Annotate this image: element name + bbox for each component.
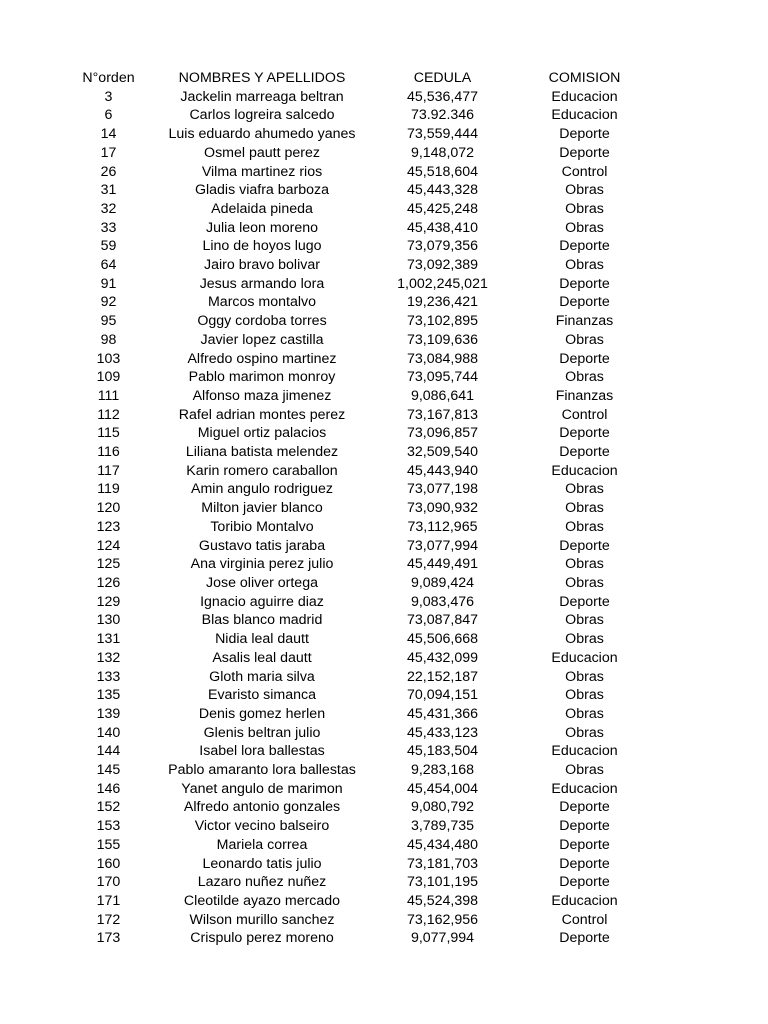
cell-nombre: Oggy cordoba torres [197, 313, 327, 330]
cell-cedula: 45,438,410 [406, 219, 478, 236]
cell-cedula: 32,509,540 [406, 444, 478, 461]
spacer-cell [0, 836, 55, 855]
cell-orden: 26 [100, 163, 117, 180]
table-row [0, 462, 646, 481]
cell-cedula: 45,431,366 [406, 705, 478, 722]
table-row [0, 873, 646, 892]
spacer-cell [0, 350, 55, 369]
table-row [0, 499, 646, 518]
cell-comision: Obras [565, 481, 604, 498]
cell-orden: 155 [96, 836, 121, 853]
cell-nombre: Luis eduardo ahumedo yanes [168, 126, 356, 143]
cell-orden: 140 [96, 724, 121, 741]
spacer-cell [0, 256, 55, 275]
cell-comision: Deporte [559, 874, 610, 891]
cell-cedula: 73,079,356 [406, 238, 478, 255]
spacer-cell [0, 537, 55, 556]
cell-orden: 31 [100, 182, 117, 199]
table-row [0, 312, 646, 331]
spacer-cell [0, 724, 55, 743]
cell-comision: Educacion [551, 649, 618, 666]
cell-orden: 120 [96, 500, 121, 517]
cell-nombre: Miguel ortiz palacios [197, 425, 327, 442]
spacer-cell [0, 200, 55, 219]
header-orden: N°orden [82, 70, 135, 86]
cell-orden: 117 [97, 462, 120, 479]
cell-nombre: Alfonso maza jimenez [192, 387, 332, 404]
cell-orden: 170 [96, 874, 121, 891]
table-row [0, 424, 646, 443]
cell-orden: 64 [100, 257, 117, 274]
table-row [0, 724, 646, 743]
cell-comision: Control [561, 163, 608, 180]
spacer-cell [0, 293, 55, 312]
table-row [0, 480, 646, 499]
table-row [0, 331, 646, 350]
cell-nombre: Alfredo antonio gonzales [183, 799, 341, 816]
table-row [0, 668, 646, 687]
table-row [0, 742, 646, 761]
header-nombres: NOMBRES Y APELLIDOS [178, 70, 346, 86]
cell-comision: Obras [565, 668, 604, 685]
cell-cedula: 9,083,476 [410, 593, 475, 610]
cell-comision: Deporte [559, 294, 610, 311]
cell-cedula: 45,518,604 [406, 163, 478, 180]
cell-nombre: Pablo marimon monroy [188, 369, 336, 386]
spacer-cell [0, 387, 55, 406]
cell-nombre: Yanet angulo de marimon [181, 780, 343, 797]
cell-comision: Educacion [551, 892, 618, 909]
spacer-cell [0, 275, 55, 294]
spacer-cell [0, 686, 55, 705]
table-row [0, 686, 646, 705]
cell-orden: 32 [100, 200, 117, 217]
cell-cedula: 73,096,857 [406, 425, 478, 442]
cell-cedula: 1,002,245,021 [397, 275, 488, 292]
cell-comision: Obras [565, 257, 604, 274]
cell-nombre: Rafel adrian montes perez [178, 406, 346, 423]
cell-orden: 123 [96, 518, 121, 535]
cell-nombre: Nidia leal dautt [215, 631, 309, 648]
cell-orden: 132 [96, 649, 121, 666]
cell-cedula: 45,432,099 [406, 649, 478, 666]
cell-cedula: 73,101,195 [406, 874, 478, 891]
cell-comision: Educacion [551, 107, 618, 124]
cell-orden: 95 [100, 313, 117, 330]
cell-nombre: Victor vecino balseiro [194, 818, 330, 835]
cell-nombre: Marcos montalvo [207, 294, 317, 311]
cell-nombre: Pablo amaranto lora ballestas [168, 762, 356, 779]
cell-comision: Obras [565, 219, 604, 236]
cell-orden: 125 [96, 556, 121, 573]
cell-comision: Deporte [559, 537, 610, 554]
spacer-cell [0, 929, 55, 948]
cell-comision: Obras [565, 556, 604, 573]
table-row [0, 611, 646, 630]
cell-cedula: 73,559,444 [406, 126, 478, 143]
cell-cedula: 9,089,424 [410, 574, 475, 591]
cell-nombre: Leonardo tatis julio [202, 855, 322, 872]
spacer-cell [0, 480, 55, 499]
cell-orden: 124 [96, 537, 121, 554]
cell-nombre: Liliana batista melendez [185, 444, 339, 461]
cell-cedula: 73,077,994 [406, 537, 478, 554]
spacer-cell [0, 574, 55, 593]
cell-orden: 115 [97, 425, 120, 442]
cell-comision: Obras [565, 724, 604, 741]
cell-orden: 144 [96, 743, 121, 760]
table-row [0, 293, 646, 312]
spacer-cell [0, 163, 55, 182]
cell-orden: 33 [100, 219, 117, 236]
cell-nombre: Gladis viafra barboza [194, 182, 330, 199]
cell-comision: Educacion [551, 462, 618, 479]
table-row [0, 368, 646, 387]
cell-nombre: Glenis beltran julio [203, 724, 321, 741]
cell-nombre: Denis gomez herlen [198, 705, 326, 722]
cell-cedula: 73,087,847 [406, 612, 478, 629]
header-cedula: CEDULA [413, 70, 472, 86]
cell-comision: Obras [565, 612, 604, 629]
cell-orden: 116 [97, 444, 120, 461]
cell-orden: 131 [96, 631, 121, 648]
table-row [0, 817, 646, 836]
cell-nombre: Karin romero caraballon [186, 462, 338, 479]
cell-cedula: 45,183,504 [406, 743, 478, 760]
table-row [0, 144, 646, 163]
spacer-cell [0, 668, 55, 687]
table-row [0, 163, 646, 182]
spacer-cell [0, 69, 55, 88]
cell-nombre: Toribio Montalvo [210, 518, 314, 535]
cell-comision: Obras [565, 687, 604, 704]
cell-comision: Deporte [559, 238, 610, 255]
cell-nombre: Carlos logreira salcedo [189, 107, 335, 124]
cell-nombre: Ignacio aguirre diaz [200, 593, 324, 610]
spacer-cell [0, 88, 55, 107]
cell-cedula: 9,080,792 [410, 799, 475, 816]
cell-cedula: 73,077,198 [406, 481, 478, 498]
cell-orden: 129 [96, 593, 121, 610]
table-row [0, 350, 646, 369]
spacer-cell [0, 761, 55, 780]
cell-orden: 91 [100, 275, 117, 292]
spacer-cell [0, 462, 55, 481]
cell-orden: 133 [96, 668, 121, 685]
table-row [0, 780, 646, 799]
cell-nombre: Evaristo simanca [207, 687, 317, 704]
table-row [0, 892, 646, 911]
cell-comision: Control [561, 911, 608, 928]
cell-cedula: 45,506,668 [406, 631, 478, 648]
cell-nombre: Wilson murillo sanchez [189, 911, 335, 928]
cell-nombre: Crispulo perez moreno [190, 930, 334, 947]
cell-cedula: 73,095,744 [406, 369, 478, 386]
cell-cedula: 45,536,477 [406, 88, 478, 105]
table-row [0, 630, 646, 649]
table-row [0, 443, 646, 462]
spacer-cell [0, 368, 55, 387]
cell-comision: Control [561, 406, 608, 423]
cell-comision: Obras [565, 200, 604, 217]
cell-cedula: 73,112,965 [407, 518, 478, 535]
cell-comision: Educacion [551, 743, 618, 760]
cell-cedula: 73,102,895 [406, 313, 478, 330]
cell-comision: Deporte [559, 930, 610, 947]
cell-orden: 152 [96, 799, 121, 816]
header-comision: COMISION [548, 70, 621, 86]
cell-cedula: 45,443,328 [406, 182, 478, 199]
cell-comision: Obras [565, 182, 604, 199]
spacer-cell [0, 705, 55, 724]
spacer-cell [0, 798, 55, 817]
cell-cedula: 9,077,994 [410, 930, 475, 947]
table-row [0, 125, 646, 144]
spreadsheet-page [0, 69, 768, 948]
table-row [0, 593, 646, 612]
cell-nombre: Jackelin marreaga beltran [180, 88, 344, 105]
cell-cedula: 45,454,004 [406, 780, 478, 797]
spacer-cell [0, 424, 55, 443]
table-row [0, 574, 646, 593]
cell-cedula: 45,434,480 [406, 836, 478, 853]
spacer-cell [0, 892, 55, 911]
spacer-cell [0, 780, 55, 799]
cell-orden: 17 [100, 144, 117, 161]
spacer-cell [0, 630, 55, 649]
cell-nombre: Osmel pautt perez [204, 144, 320, 161]
cell-nombre: Ana virginia perez julio [190, 556, 334, 573]
spacer-cell [0, 181, 55, 200]
cell-comision: Obras [565, 762, 604, 779]
cell-orden: 98 [100, 331, 117, 348]
cell-cedula: 45,449,491 [406, 556, 478, 573]
cell-cedula: 22,152,187 [406, 668, 478, 685]
cell-comision: Obras [565, 369, 604, 386]
cell-orden: 145 [96, 762, 121, 779]
cell-orden: 109 [96, 369, 121, 386]
table-row [0, 649, 646, 668]
cell-cedula: 9,283,168 [410, 762, 475, 779]
cell-cedula: 73,109,636 [406, 331, 478, 348]
cell-orden: 6 [104, 107, 113, 124]
cell-nombre: Vilma martinez rios [201, 163, 323, 180]
cell-cedula: 9,148,072 [410, 144, 475, 161]
cell-orden: 153 [96, 818, 121, 835]
table-row [0, 387, 646, 406]
header-row [0, 69, 646, 88]
table-row [0, 929, 646, 948]
cell-orden: 112 [97, 406, 120, 423]
table-row [0, 106, 646, 125]
cell-nombre: Gloth maria silva [209, 668, 315, 685]
cell-cedula: 45,425,248 [406, 200, 478, 217]
cell-comision: Obras [565, 500, 604, 517]
cell-cedula: 73.92.346 [410, 107, 475, 124]
cell-orden: 126 [96, 574, 121, 591]
spacer-cell [0, 312, 55, 331]
table-row [0, 855, 646, 874]
spacer-cell [0, 106, 55, 125]
table-row [0, 761, 646, 780]
cell-cedula: 73,167,813 [406, 406, 478, 423]
cell-nombre: Blas blanco madrid [201, 612, 323, 629]
cell-orden: 14 [100, 126, 117, 143]
cell-nombre: Amin angulo rodriguez [191, 481, 333, 498]
cell-cedula: 19,236,421 [406, 294, 478, 311]
cell-nombre: Cleotilde ayazo mercado [183, 892, 341, 909]
cell-cedula: 70,094,151 [406, 687, 478, 704]
cell-nombre: Jesus armando lora [199, 275, 325, 292]
cell-comision: Deporte [559, 855, 610, 872]
spacer-cell [0, 855, 55, 874]
cell-nombre: Adelaida pineda [211, 200, 313, 217]
cell-cedula: 73,092,389 [406, 257, 478, 274]
cell-nombre: Alfredo ospino martinez [187, 350, 337, 367]
cell-orden: 130 [96, 612, 121, 629]
cell-cedula: 73,090,932 [406, 500, 478, 517]
cell-comision: Obras [565, 574, 604, 591]
spacer-cell [0, 144, 55, 163]
cell-comision: Deporte [559, 144, 610, 161]
spacer-cell [0, 518, 55, 537]
spacer-cell [0, 237, 55, 256]
cell-orden: 139 [96, 705, 121, 722]
cell-orden: 135 [96, 687, 121, 704]
spacer-cell [0, 649, 55, 668]
spacer-cell [0, 611, 55, 630]
cell-orden: 146 [96, 780, 121, 797]
spacer-cell [0, 331, 55, 350]
table-row [0, 275, 646, 294]
cell-nombre: Lino de hoyos lugo [202, 238, 322, 255]
cell-orden: 171 [96, 892, 121, 909]
table-row [0, 836, 646, 855]
table-body [0, 88, 646, 948]
cell-comision: Deporte [559, 275, 610, 292]
cell-comision: Deporte [559, 425, 610, 442]
spacer-cell [0, 125, 55, 144]
table-row [0, 911, 646, 930]
cell-orden: 173 [96, 930, 121, 947]
table-row [0, 200, 646, 219]
cell-nombre: Mariela correa [216, 836, 308, 853]
cell-comision: Educacion [551, 780, 618, 797]
table-row [0, 518, 646, 537]
cell-orden: 103 [96, 350, 121, 367]
cell-nombre: Jairo bravo bolivar [204, 257, 320, 274]
cell-comision: Finanzas [555, 387, 614, 404]
table-row [0, 555, 646, 574]
cell-cedula: 45,433,123 [406, 724, 478, 741]
cell-comision: Educacion [551, 88, 618, 105]
cell-orden: 59 [100, 238, 117, 255]
cell-comision: Deporte [559, 836, 610, 853]
cell-nombre: Jose oliver ortega [206, 574, 318, 591]
table-row [0, 256, 646, 275]
cell-orden: 160 [96, 855, 121, 872]
cell-cedula: 3,789,735 [410, 818, 475, 835]
cell-nombre: Julia leon moreno [206, 219, 318, 236]
cell-cedula: 73,181,703 [406, 855, 478, 872]
cell-cedula: 45,443,940 [406, 462, 478, 479]
roster-table [0, 69, 646, 948]
cell-cedula: 73,162,956 [406, 911, 478, 928]
spacer-cell [0, 219, 55, 238]
cell-comision: Deporte [559, 126, 610, 143]
cell-orden: 3 [104, 88, 113, 105]
table-row [0, 219, 646, 238]
table-row [0, 88, 646, 107]
cell-nombre: Asalis leal dautt [212, 649, 312, 666]
cell-comision: Obras [565, 331, 604, 348]
cell-nombre: Lazaro nuñez nuñez [197, 874, 327, 891]
cell-nombre: Isabel lora ballestas [199, 743, 325, 760]
cell-comision: Finanzas [555, 313, 614, 330]
cell-comision: Deporte [559, 593, 610, 610]
cell-orden: 172 [96, 911, 121, 928]
spacer-cell [0, 817, 55, 836]
table-row [0, 181, 646, 200]
cell-comision: Obras [565, 631, 604, 648]
cell-orden: 111 [97, 387, 120, 404]
table-row [0, 237, 646, 256]
cell-comision: Deporte [559, 444, 610, 461]
spacer-cell [0, 873, 55, 892]
table-row [0, 705, 646, 724]
spacer-cell [0, 555, 55, 574]
spacer-cell [0, 443, 55, 462]
table-row [0, 798, 646, 817]
cell-orden: 119 [97, 481, 120, 498]
cell-comision: Obras [565, 705, 604, 722]
spacer-cell [0, 742, 55, 761]
cell-comision: Obras [565, 518, 604, 535]
cell-cedula: 45,524,398 [406, 892, 478, 909]
cell-cedula: 9,086,641 [410, 387, 475, 404]
spacer-cell [0, 406, 55, 425]
cell-comision: Deporte [559, 350, 610, 367]
table-row [0, 406, 646, 425]
cell-orden: 92 [100, 294, 117, 311]
spacer-cell [0, 593, 55, 612]
spacer-cell [0, 499, 55, 518]
cell-comision: Deporte [559, 818, 610, 835]
cell-comision: Deporte [559, 799, 610, 816]
spacer-cell [0, 911, 55, 930]
cell-cedula: 73,084,988 [406, 350, 478, 367]
cell-nombre: Javier lopez castilla [200, 331, 324, 348]
table-row [0, 537, 646, 556]
cell-nombre: Gustavo tatis jaraba [198, 537, 326, 554]
cell-nombre: Milton javier blanco [201, 500, 323, 517]
